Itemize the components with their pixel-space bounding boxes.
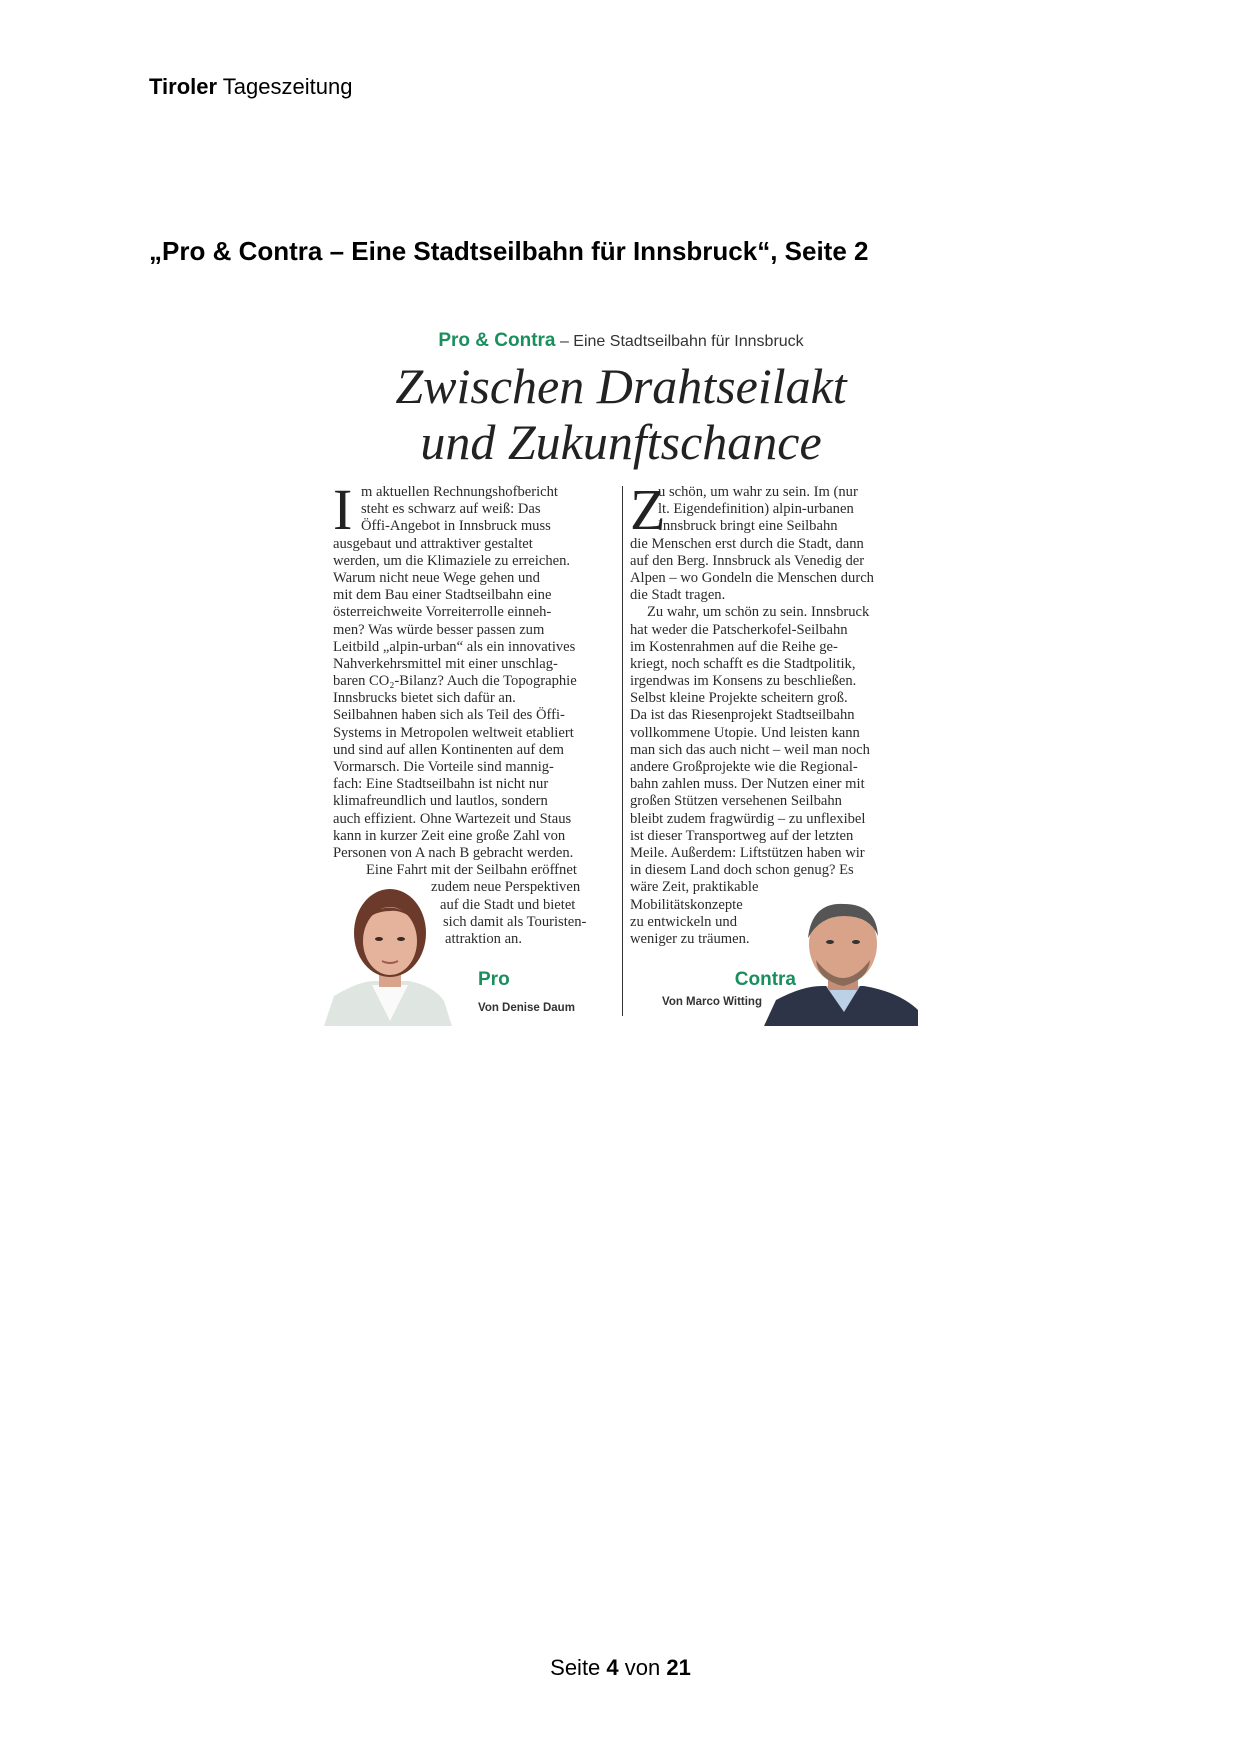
text-line: bahn zahlen muss. Der Nutzen einer mit: [630, 776, 865, 793]
text-line: weniger zu träumen.: [630, 930, 750, 947]
text-line: mit dem Bau einer Stadtseilbahn eine: [333, 587, 552, 604]
footer-middle: von: [618, 1655, 667, 1680]
text-line: in diesem Land doch schon genug? Es: [630, 862, 854, 879]
text-line: die Stadt tragen.: [630, 587, 726, 604]
text-line: andere Großprojekte wie die Regional-: [630, 759, 858, 775]
text-line: Personen von A nach B gebracht werden.: [333, 844, 574, 861]
contra-byline: Von Marco Witting: [662, 996, 762, 1008]
text-line: auf die Stadt und bietet: [440, 896, 576, 913]
text-line: klimafreundlich und lautlos, sondern: [333, 793, 548, 810]
column-divider: [622, 486, 623, 1016]
text-line: ist dieser Transportweg auf der letzten: [630, 827, 854, 844]
kicker-text: – Eine Stadtseilbahn für Innsbruck: [555, 333, 804, 350]
text-line: Seilbahnen haben sich als Teil des Öffi-: [333, 707, 565, 724]
text-line: und sind auf allen Kontinenten auf dem: [333, 741, 565, 758]
footer-prefix: Seite: [550, 1655, 607, 1680]
text-line: baren CO₂-Bilanz? Auch die Topographie: [333, 673, 577, 690]
pro-byline: Von Denise Daum: [478, 1002, 575, 1014]
text-line: vollkommene Utopie. Und leisten kann: [630, 724, 860, 741]
text-line: attraktion an.: [445, 930, 522, 947]
text-line: Innsbruck bringt eine Seilbahn: [658, 518, 838, 535]
text-line: steht es schwarz auf weiß: Das: [361, 501, 541, 518]
text-line: die Menschen erst durch die Stadt, dann: [630, 535, 864, 552]
text-line: men? Was würde besser passen zum: [333, 621, 545, 638]
headline-line-1: Zwischen Drahtseilakt: [395, 358, 847, 414]
contra-column: [630, 477, 912, 948]
pro-column: [333, 477, 615, 948]
text-line: werden, um die Klimaziele zu erreichen.: [333, 552, 571, 569]
text-line: wäre Zeit, praktikable: [630, 879, 759, 896]
text-line: Selbst kleine Projekte scheitern groß.: [630, 690, 848, 707]
page-footer: [0, 1655, 1241, 1681]
text-line: Mobilitätskonzepte: [630, 896, 743, 913]
brand-regular: Tageszeitung: [222, 74, 353, 99]
text-line: Meile. Außerdem: Liftstützen haben wir: [630, 844, 865, 861]
text-line: Nahverkehrsmittel mit einer unschlag-: [333, 655, 558, 672]
text-line: ausgebaut und attraktiver gestaltet: [333, 535, 533, 552]
text-line: Zu wahr, um schön zu sein. Innsbruck: [647, 604, 870, 621]
text-line: m aktuellen Rechnungshofbericht: [361, 484, 558, 500]
text-line: lt. Eigendefinition) alpin-urbanen: [658, 501, 854, 518]
text-line: kann in kurzer Zeit eine große Zahl von: [333, 827, 566, 844]
text-line: Innsbrucks bietet sich dafür an.: [333, 690, 516, 707]
total-pages: 21: [666, 1655, 691, 1680]
text-line: bleibt zudem fragwürdig – zu unflexibel: [630, 810, 866, 827]
kicker: [324, 330, 918, 352]
text-line: zudem neue Perspektiven: [431, 879, 581, 896]
text-line: Alpen – wo Gondeln die Menschen durch: [630, 569, 874, 586]
text-line: zu entwickeln und: [630, 913, 737, 930]
text-line: irgendwas im Konsens zu beschließen.: [630, 673, 857, 690]
newspaper-header: [149, 74, 352, 100]
text-line: Da ist das Riesenprojekt Stadtseilbahn: [630, 707, 855, 724]
drop-cap: I: [333, 477, 353, 542]
document-title: „Pro & Contra – Eine Stadtseilbahn für Innsbruck“, Seite 2: [149, 236, 869, 266]
text-line: österreichweite Vorreiterrolle einneh-: [333, 604, 552, 621]
text-line: Leitbild „alpin-urban“ als ein innovatives: [333, 638, 576, 655]
text-line: auf den Berg. Innsbruck als Venedig der: [630, 552, 865, 569]
text-line: Öffi-Angebot in Innsbruck muss: [361, 518, 551, 535]
author-photo-denise-daum: [324, 881, 456, 1026]
drop-cap: Z: [630, 477, 666, 542]
text-line: Eine Fahrt mit der Seilbahn eröffnet: [366, 862, 577, 879]
contra-label: Contra: [734, 969, 796, 990]
text-line: Systems in Metropolen weltweit etabliert: [333, 724, 574, 741]
pro-label: Pro: [478, 969, 510, 990]
text-line: großen Stützen versehenen Seilbahn: [630, 793, 842, 810]
text-line: man sich das auch nicht – weil man noch: [630, 741, 870, 758]
author-photo-marco-witting: [764, 900, 918, 1026]
text-line: hat weder die Patscherkofel-Seilbahn: [630, 621, 848, 638]
text-line: fach: Eine Stadtseilbahn ist nicht nur: [333, 776, 549, 793]
text-line: u schön, um wahr zu sein. Im (nur: [658, 484, 858, 500]
brand-bold: Tiroler: [149, 74, 218, 99]
kicker-label: Pro & Contra: [438, 330, 556, 351]
headline-line-2: und Zukunftschance: [420, 414, 822, 470]
text-line: Warum nicht neue Wege gehen und: [333, 569, 540, 586]
article-clipping: [324, 326, 918, 1026]
text-line: auch effizient. Ohne Wartezeit und Staus: [333, 810, 572, 827]
text-line: sich damit als Touristen-: [443, 913, 587, 930]
current-page: 4: [606, 1655, 619, 1680]
text-line: Vormarsch. Die Vorteile sind mannig-: [333, 759, 554, 775]
text-line: kriegt, noch schafft es die Stadtpolitik,: [630, 655, 856, 672]
text-line: im Kostenrahmen auf die Reihe ge-: [630, 638, 838, 655]
